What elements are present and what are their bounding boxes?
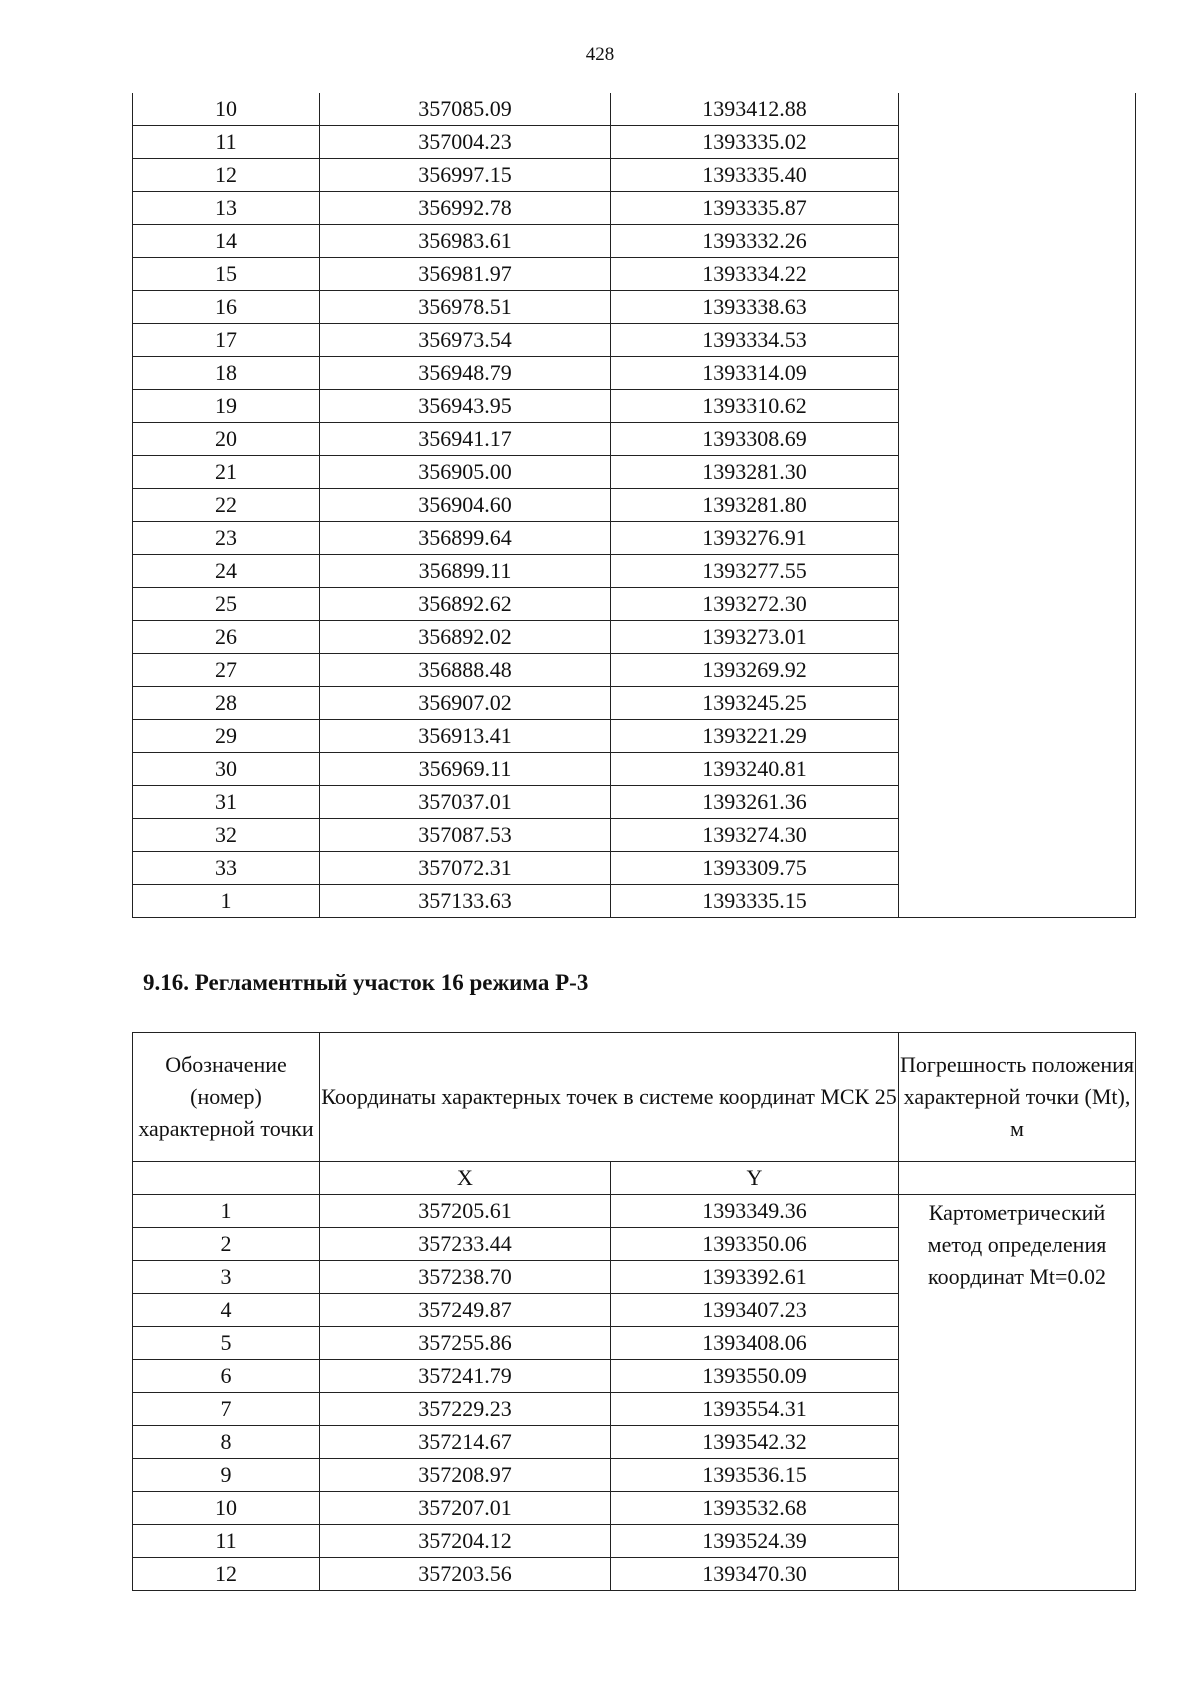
x-coordinate-cell: 356904.60 <box>320 489 611 522</box>
point-number-cell: 32 <box>133 819 320 852</box>
point-number-cell: 28 <box>133 687 320 720</box>
y-coordinate-cell: 1393245.25 <box>611 687 899 720</box>
y-coordinate-cell: 1393273.01 <box>611 621 899 654</box>
section-heading: 9.16. Регламентный участок 16 режима Р-3 <box>143 970 589 995</box>
y-coordinate-cell: 1393276.91 <box>611 522 899 555</box>
x-coordinate-cell: 356899.11 <box>320 555 611 588</box>
table-header-row <box>133 1033 1136 1162</box>
x-coordinate-cell: 357238.70 <box>320 1261 611 1294</box>
table-row <box>133 1195 1136 1228</box>
x-coordinate-cell: 357255.86 <box>320 1327 611 1360</box>
x-coordinate-cell: 357085.09 <box>320 93 611 126</box>
point-number-cell: 21 <box>133 456 320 489</box>
x-coordinate-cell: 356899.64 <box>320 522 611 555</box>
y-coordinate-cell: 1393277.55 <box>611 555 899 588</box>
y-coordinate-cell: 1393338.63 <box>611 291 899 324</box>
y-coordinate-cell: 1393310.62 <box>611 390 899 423</box>
y-coordinate-cell: 1393334.22 <box>611 258 899 291</box>
point-number-cell: 2 <box>133 1228 320 1261</box>
y-coordinate-cell: 1393554.31 <box>611 1393 899 1426</box>
x-coordinate-cell: 357037.01 <box>320 786 611 819</box>
y-coordinate-cell: 1393408.06 <box>611 1327 899 1360</box>
x-coordinate-cell: 357204.12 <box>320 1525 611 1558</box>
point-number-cell: 29 <box>133 720 320 753</box>
x-coordinate-cell: 356888.48 <box>320 654 611 687</box>
point-number-cell: 25 <box>133 588 320 621</box>
point-number-cell: 11 <box>133 126 320 159</box>
point-number-cell: 27 <box>133 654 320 687</box>
y-coordinate-cell: 1393536.15 <box>611 1459 899 1492</box>
y-coordinate-cell: 1393281.80 <box>611 489 899 522</box>
y-coordinate-cell: 1393269.92 <box>611 654 899 687</box>
y-coordinate-cell: 1393334.53 <box>611 324 899 357</box>
y-coordinate-cell: 1393309.75 <box>611 852 899 885</box>
point-number-cell: 9 <box>133 1459 320 1492</box>
x-coordinate-cell: 356978.51 <box>320 291 611 324</box>
x-coordinate-cell: 356983.61 <box>320 225 611 258</box>
y-coordinate-cell: 1393335.02 <box>611 126 899 159</box>
x-coordinate-cell: 356907.02 <box>320 687 611 720</box>
point-number-cell: 18 <box>133 357 320 390</box>
x-coordinate-cell: 356905.00 <box>320 456 611 489</box>
subheader-empty-cell <box>133 1162 320 1195</box>
y-coordinate-cell: 1393407.23 <box>611 1294 899 1327</box>
header-y: Y <box>611 1162 899 1195</box>
x-coordinate-cell: 356943.95 <box>320 390 611 423</box>
y-coordinate-cell: 1393314.09 <box>611 357 899 390</box>
coordinates-table-body <box>133 1033 1136 1591</box>
accuracy-cell <box>899 93 1136 918</box>
x-coordinate-cell: 357072.31 <box>320 852 611 885</box>
x-coordinate-cell: 357241.79 <box>320 1360 611 1393</box>
x-coordinate-cell: 357229.23 <box>320 1393 611 1426</box>
point-number-cell: 14 <box>133 225 320 258</box>
x-coordinate-cell: 356892.62 <box>320 588 611 621</box>
x-coordinate-cell: 357203.56 <box>320 1558 611 1591</box>
point-number-cell: 16 <box>133 291 320 324</box>
point-number-cell: 17 <box>133 324 320 357</box>
page-number: 428 <box>585 44 615 65</box>
x-coordinate-cell: 356948.79 <box>320 357 611 390</box>
x-coordinate-cell: 357233.44 <box>320 1228 611 1261</box>
y-coordinate-cell: 1393349.36 <box>611 1195 899 1228</box>
point-number-cell: 10 <box>133 1492 320 1525</box>
y-coordinate-cell: 1393542.32 <box>611 1426 899 1459</box>
subheader-empty-cell <box>899 1162 1136 1195</box>
x-coordinate-cell: 356992.78 <box>320 192 611 225</box>
x-coordinate-cell: 357249.87 <box>320 1294 611 1327</box>
point-number-cell: 6 <box>133 1360 320 1393</box>
point-number-cell: 11 <box>133 1525 320 1558</box>
y-coordinate-cell: 1393550.09 <box>611 1360 899 1393</box>
point-number-cell: 12 <box>133 159 320 192</box>
y-coordinate-cell: 1393335.15 <box>611 885 899 918</box>
x-coordinate-cell: 356997.15 <box>320 159 611 192</box>
y-coordinate-cell: 1393470.30 <box>611 1558 899 1591</box>
point-number-cell: 7 <box>133 1393 320 1426</box>
y-coordinate-cell: 1393524.39 <box>611 1525 899 1558</box>
coordinates-table-continued <box>132 93 1136 918</box>
point-number-cell: 24 <box>133 555 320 588</box>
point-number-cell: 30 <box>133 753 320 786</box>
y-coordinate-cell: 1393350.06 <box>611 1228 899 1261</box>
header-x: X <box>320 1162 611 1195</box>
point-number-cell: 19 <box>133 390 320 423</box>
y-coordinate-cell: 1393335.87 <box>611 192 899 225</box>
x-coordinate-cell: 357207.01 <box>320 1492 611 1525</box>
y-coordinate-cell: 1393392.61 <box>611 1261 899 1294</box>
y-coordinate-cell: 1393335.40 <box>611 159 899 192</box>
y-coordinate-cell: 1393532.68 <box>611 1492 899 1525</box>
y-coordinate-cell: 1393272.30 <box>611 588 899 621</box>
point-number-cell: 5 <box>133 1327 320 1360</box>
point-number-cell: 8 <box>133 1426 320 1459</box>
point-number-cell: 1 <box>133 1195 320 1228</box>
y-coordinate-cell: 1393308.69 <box>611 423 899 456</box>
header-coordinates: Координаты характерных точек в системе координат МСК 25 <box>320 1033 899 1162</box>
header-point-number: Обозначение (номер) характерной точки <box>133 1033 320 1162</box>
point-number-cell: 15 <box>133 258 320 291</box>
point-number-cell: 4 <box>133 1294 320 1327</box>
y-coordinate-cell: 1393281.30 <box>611 456 899 489</box>
x-coordinate-cell: 357205.61 <box>320 1195 611 1228</box>
point-number-cell: 22 <box>133 489 320 522</box>
point-number-cell: 12 <box>133 1558 320 1591</box>
coordinates-table-body <box>133 93 1136 918</box>
y-coordinate-cell: 1393332.26 <box>611 225 899 258</box>
accuracy-note-cell: Картометрический метод определения координат Mt=0.02 <box>899 1195 1136 1591</box>
y-coordinate-cell: 1393240.81 <box>611 753 899 786</box>
coordinates-table <box>132 1032 1136 1591</box>
x-coordinate-cell: 356913.41 <box>320 720 611 753</box>
point-number-cell: 13 <box>133 192 320 225</box>
y-coordinate-cell: 1393261.36 <box>611 786 899 819</box>
y-coordinate-cell: 1393274.30 <box>611 819 899 852</box>
x-coordinate-cell: 356981.97 <box>320 258 611 291</box>
x-coordinate-cell: 357004.23 <box>320 126 611 159</box>
table-row <box>133 93 1136 126</box>
y-coordinate-cell: 1393221.29 <box>611 720 899 753</box>
x-coordinate-cell: 357087.53 <box>320 819 611 852</box>
point-number-cell: 10 <box>133 93 320 126</box>
header-accuracy: Погрешность положения характерной точки (Mt), м <box>899 1033 1136 1162</box>
x-coordinate-cell: 357214.67 <box>320 1426 611 1459</box>
x-coordinate-cell: 356973.54 <box>320 324 611 357</box>
point-number-cell: 31 <box>133 786 320 819</box>
x-coordinate-cell: 356969.11 <box>320 753 611 786</box>
y-coordinate-cell: 1393412.88 <box>611 93 899 126</box>
point-number-cell: 33 <box>133 852 320 885</box>
point-number-cell: 3 <box>133 1261 320 1294</box>
x-coordinate-cell: 357133.63 <box>320 885 611 918</box>
x-coordinate-cell: 357208.97 <box>320 1459 611 1492</box>
x-coordinate-cell: 356892.02 <box>320 621 611 654</box>
x-coordinate-cell: 356941.17 <box>320 423 611 456</box>
point-number-cell: 1 <box>133 885 320 918</box>
point-number-cell: 23 <box>133 522 320 555</box>
point-number-cell: 26 <box>133 621 320 654</box>
table-subheader-row <box>133 1162 1136 1195</box>
point-number-cell: 20 <box>133 423 320 456</box>
